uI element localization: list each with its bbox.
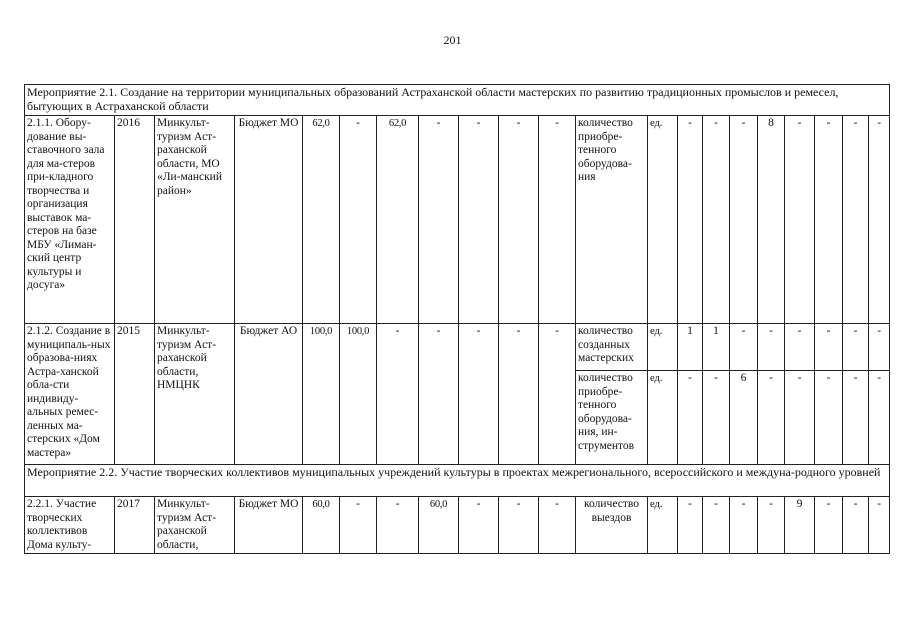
indicator-value: - (869, 324, 890, 371)
activity-name: 2.1.2. Создание в муниципаль-ных образова-ниях Астра-ханской обла-сти индивиду-альных ремес-ленных ма-стерских «Дом мастера» (25, 324, 115, 465)
funding-2018: - (459, 116, 499, 324)
funding-2020: - (539, 324, 576, 465)
activity-year: 2016 (115, 116, 155, 324)
table-row (25, 116, 890, 324)
indicator-unit: ед. (648, 497, 678, 554)
indicator-unit: ед. (648, 371, 678, 465)
indicator-value: - (869, 497, 890, 554)
funding-2019: - (499, 324, 539, 465)
table-row (25, 324, 890, 371)
indicator-name: количество созданных мастерских (576, 324, 648, 371)
program-activities-table (24, 84, 890, 554)
indicator-value: - (703, 497, 730, 554)
activity-name: 2.1.1. Обору-дование вы-ставочного зала для ма-стеров при-кладного творчества и организация выставок ма-стеров на базе МБУ «Лиман-ский центр культуры и досуга» (25, 116, 115, 324)
indicator-value: - (678, 371, 703, 465)
indicator-value: - (730, 116, 758, 324)
indicator-value: - (869, 371, 890, 465)
indicator-value: - (703, 116, 730, 324)
indicator-value: 8 (758, 116, 785, 324)
funding-source: Бюджет МО (235, 497, 303, 554)
funding-2020: - (539, 497, 576, 554)
indicator-value: - (730, 497, 758, 554)
indicator-value: - (758, 324, 785, 371)
indicator-value: 1 (703, 324, 730, 371)
section-title: Мероприятие 2.1. Создание на территории муниципальных образований Астраханской области мастерских по развитию традиционных промыслов и ремесел, бытующих в Астраханской области (25, 85, 890, 116)
indicator-value: - (785, 324, 815, 371)
section-row (25, 85, 890, 116)
indicator-value: - (758, 497, 785, 554)
indicator-value: - (678, 497, 703, 554)
activity-executor: Минкульт-туризм Аст-раханской области, (155, 497, 235, 554)
indicator-value: 9 (785, 497, 815, 554)
funding-2017: - (419, 116, 459, 324)
activity-executor: Минкульт-туризм Аст-раханской области, НМЦНК (155, 324, 235, 465)
indicator-value: - (785, 116, 815, 324)
indicator-value: - (703, 371, 730, 465)
indicator-value: - (815, 116, 843, 324)
activity-year: 2015 (115, 324, 155, 465)
activity-executor: Минкульт-туризм Аст-раханской области, МО «Ли-манский район» (155, 116, 235, 324)
funding-source: Бюджет АО (235, 324, 303, 465)
indicator-value: 1 (678, 324, 703, 371)
indicator-value: - (843, 116, 869, 324)
funding-2015: - (340, 497, 377, 554)
indicator-unit: ед. (648, 324, 678, 371)
funding-2016: - (377, 324, 419, 465)
table-row (25, 497, 890, 554)
funding-2019: - (499, 116, 539, 324)
funding-2017: - (419, 324, 459, 465)
indicator-value: - (843, 371, 869, 465)
indicator-value: - (815, 497, 843, 554)
indicator-name: количество выездов (576, 497, 648, 554)
funding-total: 62,0 (303, 116, 340, 324)
funding-total: 100,0 (303, 324, 340, 465)
indicator-value: - (843, 497, 869, 554)
indicator-name: количество приобре-тенного оборудова-ния, ин-струментов (576, 371, 648, 465)
funding-2015: 100,0 (340, 324, 377, 465)
indicator-value: - (869, 116, 890, 324)
funding-source: Бюджет МО (235, 116, 303, 324)
activity-year: 2017 (115, 497, 155, 554)
indicator-value: 6 (730, 371, 758, 465)
indicator-name: количество приобре-тенного оборудова-ния (576, 116, 648, 324)
funding-2018: - (459, 324, 499, 465)
funding-2016: 62,0 (377, 116, 419, 324)
funding-2018: - (459, 497, 499, 554)
indicator-value: - (730, 324, 758, 371)
indicator-unit: ед. (648, 116, 678, 324)
funding-2019: - (499, 497, 539, 554)
activity-name: 2.2.1. Участие творческих коллективов Дома культу- (25, 497, 115, 554)
indicator-value: - (678, 116, 703, 324)
funding-2016: - (377, 497, 419, 554)
page-number: 201 (443, 33, 462, 47)
funding-2020: - (539, 116, 576, 324)
indicator-value: - (785, 371, 815, 465)
indicator-value: - (758, 371, 785, 465)
indicator-value: - (843, 324, 869, 371)
funding-total: 60,0 (303, 497, 340, 554)
indicator-value: - (815, 324, 843, 371)
indicator-value: - (815, 371, 843, 465)
section-row (25, 465, 890, 497)
funding-2017: 60,0 (419, 497, 459, 554)
section-title: Мероприятие 2.2. Участие творческих коллективов муниципальных учреждений культуры в проектах межрегионального, всероссийского и междуна-родного уровней (25, 465, 890, 497)
funding-2015: - (340, 116, 377, 324)
